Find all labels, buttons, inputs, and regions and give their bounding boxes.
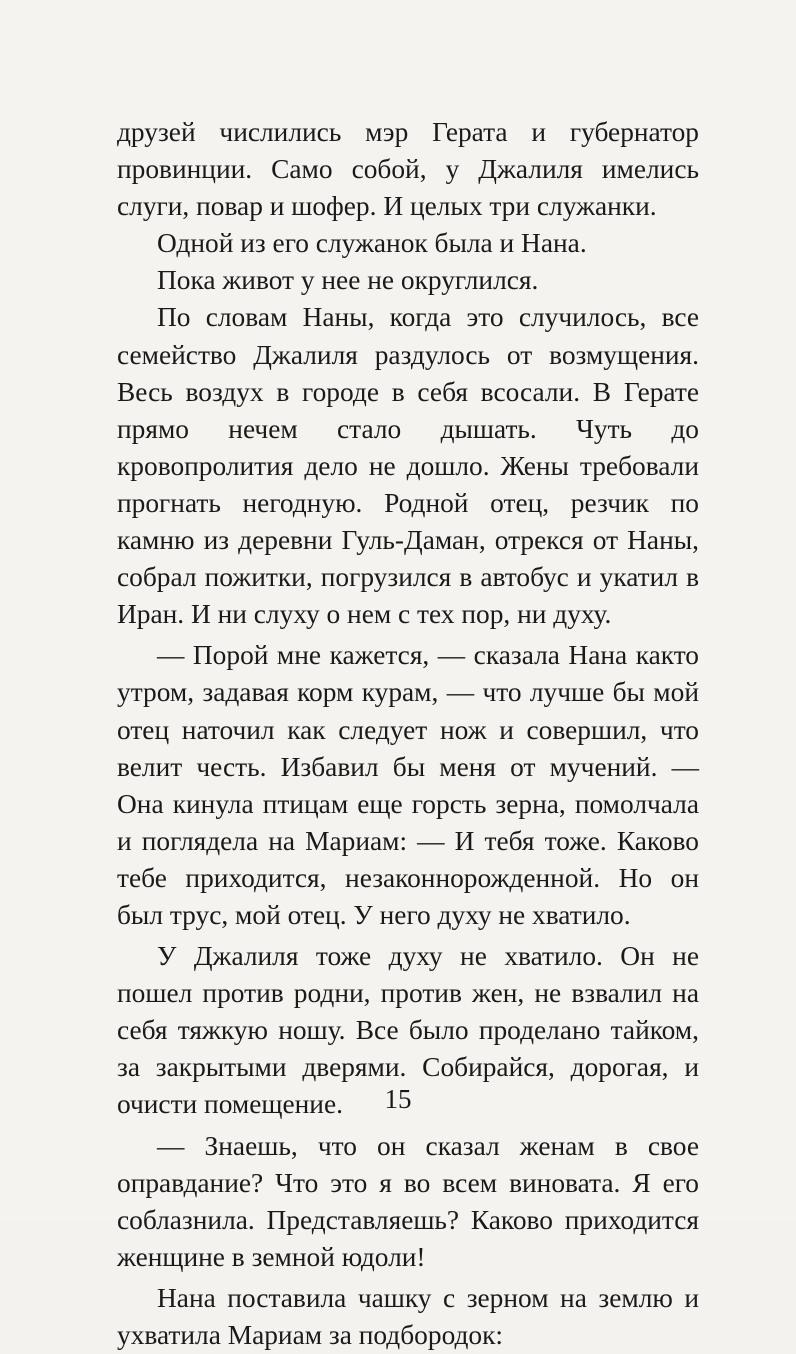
paragraph-continued: друзей числились мэр Герата и губернатор провинции. Само собой, у Джалиля имелись слуги, повар и шофер. И целых три служанки. — [117, 117, 699, 222]
page-number: 15 — [384, 1084, 412, 1114]
paragraph: По словам Наны, когда это случилось, все семейство Джалиля раздулось от возмущения. Весь воздух в городе в себя всосали. В Герате прямо нечем стало дышать. Чуть до кровопролития дело не дошло. Жены требовали прогнать негодную. Родной отец, резчик по камню из деревни Гуль-Даман, отрекся от Наны, собрал пожитки, погрузился в автобус и укатил в Иран. И ни слуху о нем с тех пор, ни духу. — [117, 302, 699, 630]
paragraph: Нана поставила чашку с зерном на землю и ухватила Мариам за подбородок: — [117, 1282, 699, 1350]
paragraph: Пока живот у нее не округлился. — [157, 265, 539, 296]
dialogue-paragraph: — Знаешь, что он сказал женам в свое оправдание? Что это я во всем виновата. Я его соблазнила. Представляешь? Каково приходится женщине в земной юдоли! — [117, 1130, 699, 1272]
paragraph: Одной из его служанок была и Нана. — [157, 228, 587, 259]
body-text — [117, 114, 699, 1354]
dialogue-paragraph: — Порой мне кажется, — сказала Нана както утром, задавая корм курам, — что лучше бы мой отец наточил как следует нож и совершил, что велит честь. Избавил бы меня от мучений. — Она кинула птицам еще горсть зерна, помолчала и поглядела на Мариам: — И тебя тоже. Каково тебе приходится, незаконнорожденной. Но он был трус, мой отец. У него духу не хватило. — [117, 640, 699, 930]
paragraph: У Джалиля тоже духу не хватило. Он не пошел против родни, против жен, не взвалил на себя тяжкую ношу. Все было проделано тайком, за закрытыми дверями. Собирайся, дорогая, и очисти помещение. — [117, 941, 699, 1120]
